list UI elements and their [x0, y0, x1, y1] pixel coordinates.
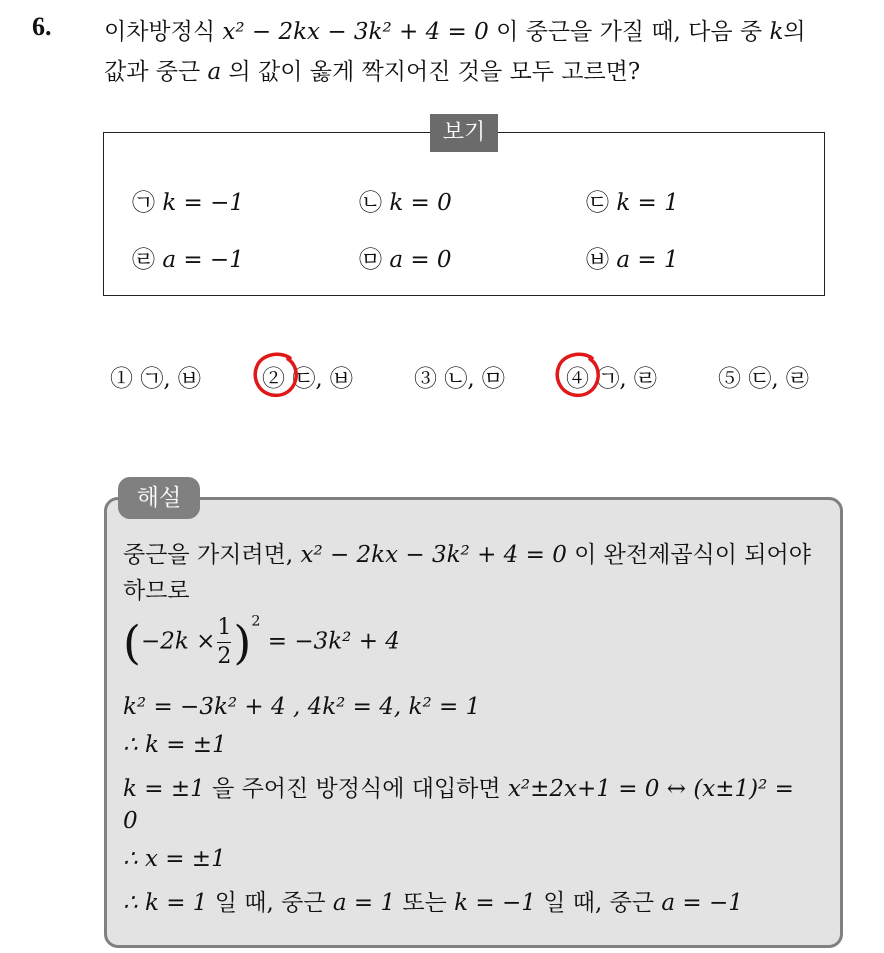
fraction-one-half	[217, 614, 231, 671]
option-expression: k = −1	[162, 190, 245, 216]
question-line-2	[104, 52, 874, 92]
question-line-1	[104, 12, 874, 52]
option-label: ㉥	[586, 247, 609, 273]
solution-line: 0	[123, 808, 138, 834]
question-text	[104, 12, 874, 92]
solution-line: k² = −3k² + 4 , 4k² = 4, k² = 1	[123, 694, 481, 720]
choice-text: ㉢, ㉣	[748, 366, 809, 392]
solution-line	[123, 770, 794, 803]
solution-equation: x²±2x+1 = 0 ↔ (x±1)² =	[507, 776, 794, 802]
option-label: ㉠	[132, 190, 155, 216]
option-expression: k = 0	[389, 190, 452, 216]
question-variable-a: a	[207, 59, 222, 85]
option-expression: k = 1	[616, 190, 679, 216]
question-number: 6.	[32, 12, 52, 41]
solution-text: 또는	[402, 890, 447, 916]
choice-number: ⑤	[718, 366, 741, 392]
solution-line: ∴ k = ±1	[123, 732, 227, 758]
solution-expression: k = −1	[454, 890, 536, 916]
solution-text: 일 때, 중근	[214, 890, 326, 916]
fraction-numerator: 1	[217, 614, 231, 643]
choice-text: ㉡, ㉤	[444, 366, 505, 392]
option-expression: a = 0	[389, 247, 452, 273]
choice-number: ①	[110, 366, 133, 392]
solution-expression: −2k ×	[140, 628, 216, 655]
solution-text: 중근을 가지려면,	[123, 542, 294, 568]
bogi-option	[132, 184, 244, 217]
option-label: ㉢	[586, 190, 609, 216]
answer-choice-1[interactable]	[110, 360, 201, 393]
answer-choice-5[interactable]	[718, 360, 809, 393]
question-text-part: 이차방정식	[104, 19, 216, 45]
question-variable-k: k	[769, 19, 784, 45]
question-text-part: 이 중근을 가질 때, 다음 중	[496, 19, 763, 45]
solution-expression: k = ±1	[123, 776, 205, 802]
choice-number: ④	[566, 366, 589, 392]
solution-title: 해설	[118, 477, 200, 519]
option-expression: a = −1	[162, 247, 244, 273]
solution-text: 일 때, 중근	[543, 890, 655, 916]
bogi-option	[586, 184, 679, 217]
solution-expression: ∴ k = 1	[123, 890, 208, 916]
question-equation: x² − 2kx − 3k² + 4 = 0	[222, 19, 489, 45]
question-text-part: 의	[783, 19, 806, 45]
bogi-option	[132, 241, 244, 274]
solution-text: 을 주어진 방정식에 대입하면	[212, 776, 501, 802]
solution-expression: a = 1	[332, 890, 396, 916]
question-text-part: 의 값이 옳게 짝지어진 것을 모두 고르면?	[228, 59, 641, 85]
right-paren: )	[233, 615, 252, 670]
solution-equation: x² − 2kx − 3k² + 4 = 0	[300, 542, 567, 568]
solution-expression: = −3k² + 4	[267, 628, 400, 655]
red-circle-mark-icon	[552, 350, 606, 400]
fraction-denominator: 2	[217, 644, 232, 669]
choice-number: ②	[262, 366, 285, 392]
bogi-option	[359, 184, 452, 217]
option-expression: a = 1	[616, 247, 679, 273]
bogi-option	[359, 241, 452, 274]
choice-text: ㉠, ㉣	[596, 366, 657, 392]
choice-text: ㉠, ㉥	[140, 366, 201, 392]
option-label: ㉤	[359, 247, 382, 273]
question-text-part: 값과 중근	[104, 59, 201, 85]
choice-text: ㉢, ㉥	[292, 366, 353, 392]
red-circle-mark-icon	[250, 350, 304, 400]
bogi-option	[586, 241, 679, 274]
exponent: 2	[251, 613, 261, 630]
solution-line: 하므로	[123, 578, 190, 604]
solution-line	[123, 884, 743, 917]
choice-number: ③	[414, 366, 437, 392]
bogi-title: 보기	[430, 114, 498, 152]
answer-choice-3[interactable]	[414, 360, 505, 393]
solution-text: 이 완전제곱식이 되어야	[574, 542, 811, 568]
option-label: ㉡	[359, 190, 382, 216]
solution-line: ∴ x = ±1	[123, 846, 226, 872]
option-label: ㉣	[132, 247, 155, 273]
left-paren: (	[123, 615, 141, 670]
solution-line	[123, 536, 811, 569]
solution-fraction-line	[123, 614, 400, 684]
solution-expression: a = −1	[661, 890, 743, 916]
